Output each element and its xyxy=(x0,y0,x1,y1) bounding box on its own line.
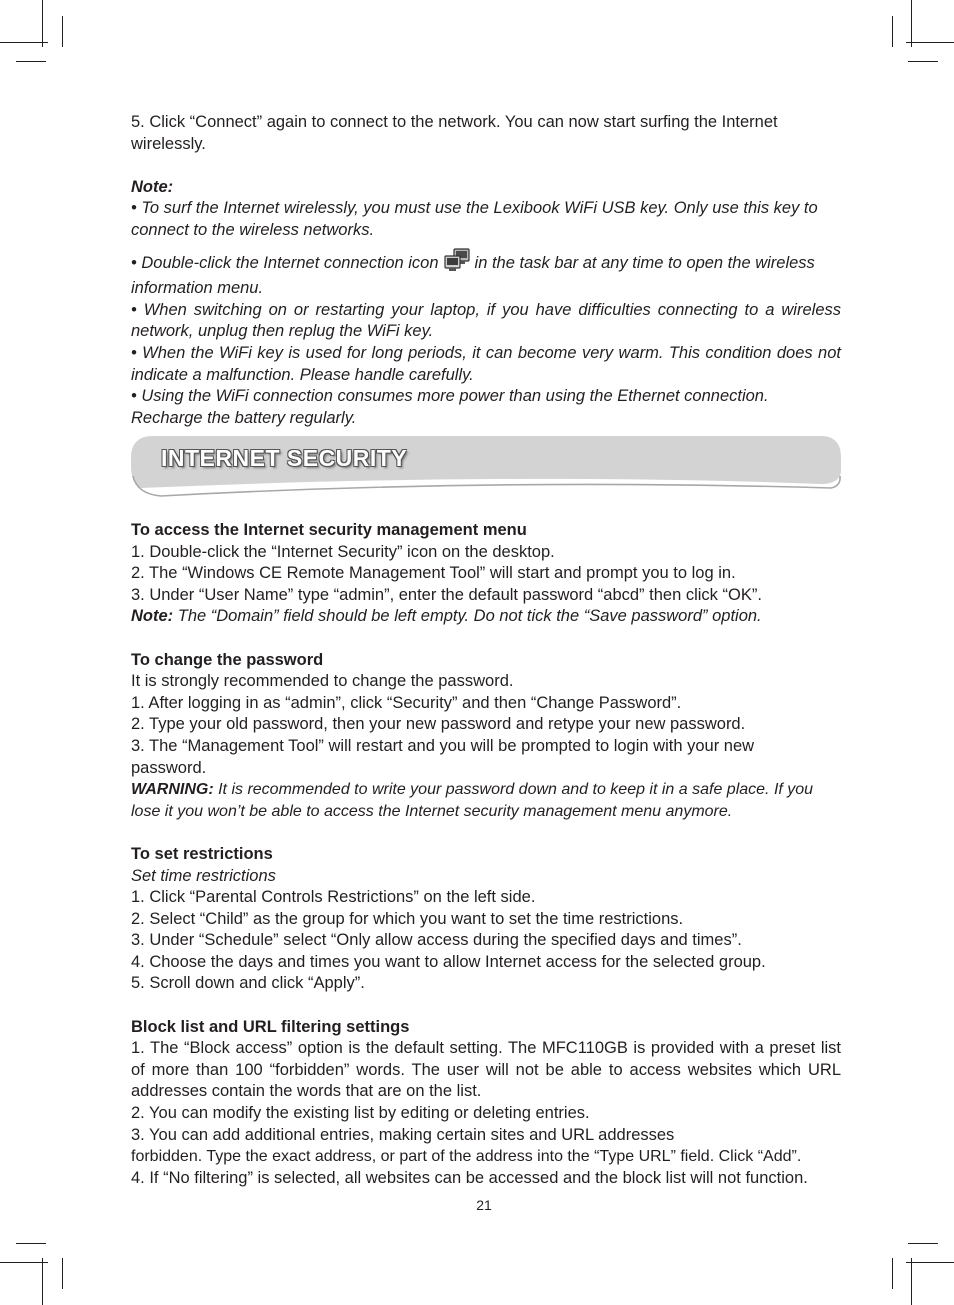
crop-mark xyxy=(892,16,893,47)
note-label: Note: xyxy=(131,607,174,626)
access-step: 3. Under “User Name” type “admin”, enter the default password “abcd” then click “OK”. xyxy=(131,585,762,604)
crop-mark xyxy=(42,0,43,47)
access-heading: To access the Internet security management menu xyxy=(131,521,527,539)
password-step: 3. The “Management Tool” will restart and you will be prompted to login with your new xyxy=(131,736,755,755)
blocklist-heading: Block list and URL filtering settings xyxy=(131,1017,410,1036)
note-bullet: • Using the WiFi connection consumes more power than using the Ethernet connection. Recharge the battery regularly. xyxy=(131,387,769,427)
section-banner xyxy=(131,436,841,498)
blocklist-step: 3. You can add additional entries, making certain sites and URL addresses xyxy=(131,1125,675,1144)
password-intro: It is strongly recommended to change the password. xyxy=(131,672,514,691)
password-step-cont: password. xyxy=(131,758,207,777)
crop-mark xyxy=(908,61,938,62)
warning-label: WARNING: xyxy=(131,781,214,799)
crop-mark xyxy=(0,1262,48,1263)
note-bullet xyxy=(131,248,841,300)
restrictions-step: 3. Under “Schedule” select “Only allow access during the specified days and times”. xyxy=(131,931,742,950)
restrictions-subheading: Set time restrictions xyxy=(131,866,276,885)
connect-step: 5. Click “Connect” again to connect to the network. You can now start surfing the Internet wirelessly. xyxy=(131,113,778,153)
note-bullet-text: in the task bar at any time to open the wireless information menu. xyxy=(131,253,815,298)
note-bullet: • When the WiFi key is used for long periods, it can become very warm. This condition does not indicate a malfunction. Please handle carefully. xyxy=(131,343,841,384)
access-step: 1. Double-click the “Internet Security” icon on the desktop. xyxy=(131,542,555,561)
password-heading: To change the password xyxy=(131,650,324,669)
wifi-notes-section xyxy=(131,112,841,429)
note-bullet: • To surf the Internet wirelessly, you must use the Lexibook WiFi USB key. Only use this key to connect to the wireless networks. xyxy=(131,199,818,239)
password-step: 1. After logging in as “admin”, click “Security” and then “Change Password”. xyxy=(131,693,682,712)
crop-mark xyxy=(906,42,954,43)
blocklist-step-cont: forbidden. Type the exact address, or part of the address into the “Type URL” field. Click “Add”. xyxy=(131,1148,802,1166)
crop-mark xyxy=(62,1258,63,1289)
password-step: 2. Type your old password, then your new password and retype your new password. xyxy=(131,715,746,734)
crop-mark xyxy=(911,1258,912,1305)
crop-mark xyxy=(62,16,63,47)
blocklist-step: 1. The “Block access” option is the default setting. The MFC110GB is provided with a preset list of more than 100 “forbidden” words. The user will not be able to access websites which URL addresses contain the words that are on the list. xyxy=(131,1039,841,1101)
network-connection-icon xyxy=(443,248,471,279)
crop-mark xyxy=(0,42,48,43)
crop-mark xyxy=(16,61,46,62)
crop-mark xyxy=(911,0,912,47)
note-heading: Note: xyxy=(131,177,174,196)
crop-mark xyxy=(16,1243,46,1244)
note-bullet: • When switching on or restarting your laptop, if you have difficulties connecting to a wireless network, unplug then replug the WiFi key. xyxy=(131,300,841,341)
restrictions-step: 2. Select “Child” as the group for which you want to set the time restrictions. xyxy=(131,909,684,928)
note-bullet-text: • Double-click the Internet connection icon xyxy=(131,253,439,272)
crop-mark xyxy=(42,1258,43,1305)
access-step: 2. The “Windows CE Remote Management Tool” will start and prompt you to log in. xyxy=(131,564,736,583)
restrictions-step: 4. Choose the days and times you want to allow Internet access for the selected group. xyxy=(131,952,766,971)
section-title: INTERNET SECURITY xyxy=(161,445,408,471)
page-number: 21 xyxy=(476,1197,492,1213)
access-note xyxy=(131,606,841,628)
restrictions-heading: To set restrictions xyxy=(131,844,273,863)
restrictions-step: 1. Click “Parental Controls Restrictions” on the left side. xyxy=(131,888,536,907)
crop-mark xyxy=(892,1258,893,1289)
crop-mark xyxy=(908,1243,938,1244)
blocklist-step: 2. You can modify the existing list by editing or deleting entries. xyxy=(131,1104,590,1123)
restrictions-step: 5. Scroll down and click “Apply”. xyxy=(131,974,365,993)
note-text: The “Domain” field should be left empty. Do not tick the “Save password” option. xyxy=(173,607,762,626)
internet-security-section xyxy=(131,520,841,1189)
crop-mark xyxy=(906,1262,954,1263)
warning-text: It is recommended to write your password down and to keep it in a safe place. If you lose it you won’t be able to access the Internet security management menu anymore. xyxy=(131,781,814,820)
blocklist-step: 4. If “No filtering” is selected, all websites can be accessed and the block list will not function. xyxy=(131,1168,808,1187)
password-warning xyxy=(131,779,841,822)
